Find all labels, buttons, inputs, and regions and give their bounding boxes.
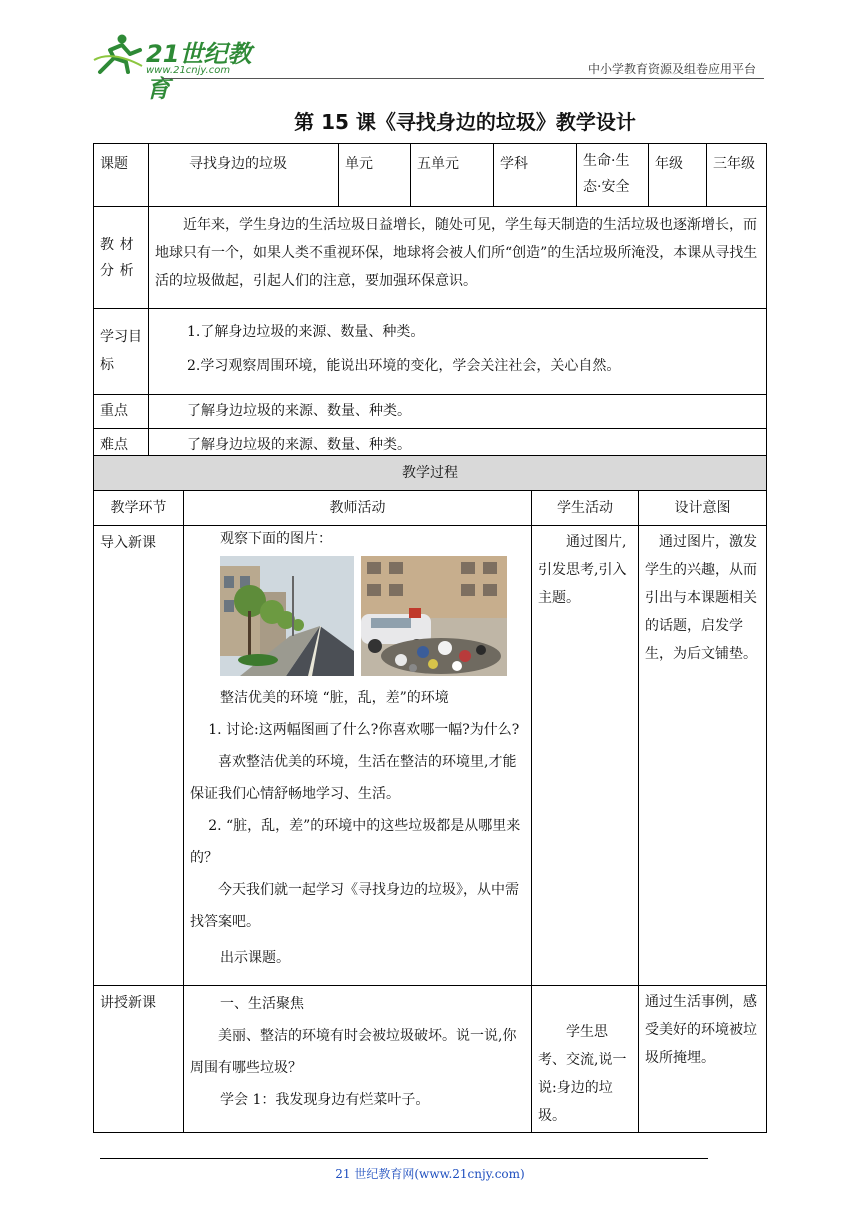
platform-label: 中小学教育资源及组卷应用平台: [587, 62, 756, 76]
teaching-process-table: [93, 455, 767, 1133]
show-topic-text: 出示课题。: [220, 950, 290, 966]
table-row: [94, 456, 767, 491]
key-text: 了解身边垃圾的来源、数量、种类。: [149, 395, 767, 429]
course-label: 课题: [94, 144, 149, 207]
header-divider: [162, 78, 764, 79]
document-title: 第 15 课《寻找身边的垃圾》教学设计: [294, 110, 636, 134]
col-stage-header: 教学环节: [94, 491, 184, 526]
process-heading: 教学过程: [94, 456, 767, 491]
photo-caption: 整洁优美的环境 “脏，乱，差”的环境: [220, 690, 449, 706]
brand-logo: [92, 32, 262, 103]
unit-value: 五单元: [411, 144, 494, 207]
footer-divider: [100, 1158, 708, 1159]
col-teacher-header: 教师活动: [184, 491, 532, 526]
course-value: 寻找身边的垃圾: [149, 144, 339, 207]
col-intent-header: 设计意图: [639, 491, 767, 526]
stage-cell: 讲授新课: [94, 986, 184, 1133]
table-row: [94, 207, 767, 309]
dirty-street-photo: [361, 556, 507, 676]
subject-label: 学科: [494, 144, 577, 207]
teacher-activity-cell: [184, 526, 532, 986]
question-1: 1. 讨论:这两幅图画了什么?你喜欢哪一幅?为什么?: [208, 722, 520, 738]
stage-cell: 导入新课: [94, 526, 184, 986]
runner-icon: [92, 32, 146, 76]
goal-item: 1.了解身边垃圾的来源、数量、种类。: [187, 324, 425, 340]
goal-list: [149, 309, 767, 395]
clean-street-photo: [220, 556, 354, 676]
logo-url: www.21cnjy.com: [146, 65, 231, 76]
footer-link[interactable]: 21 世纪教育网(www.21cnjy.com): [335, 1167, 525, 1181]
teacher-activity-cell: [184, 986, 532, 1133]
section-heading: 一、生活聚焦: [220, 996, 304, 1012]
intro-text: 今天我们就一起学习《寻找身边的垃圾》，从中需找答案吧。: [190, 882, 519, 930]
key-label: 重点: [94, 395, 149, 429]
question-2: 2. “脏，乱，差”的环境中的这些垃圾都是从哪里来的？: [190, 818, 521, 866]
answer-1: 喜欢整洁优美的环境，生活在整洁的环境里,才能保证我们心情舒畅地学习、生活。: [190, 754, 517, 802]
intent-cell: 通过生活事例，感受美好的环境被垃圾所掩埋。: [639, 986, 767, 1133]
student-activity-cell: 通过图片,引发思考,引入主题。: [532, 526, 639, 986]
difficulty-label: 难点: [94, 429, 149, 463]
table-row: [94, 986, 767, 1133]
page-header: [92, 30, 764, 103]
lesson-info-table: [93, 143, 767, 463]
table-row: [94, 395, 767, 429]
material-label: 教材分析: [94, 207, 149, 309]
material-text: 近年来，学生身边的生活垃圾日益增长，随处可见，学生每天制造的生活垃圾也逐渐增长，而地球只有一个，如果人类不重视环保，地球将会被人们所“创造”的生活垃圾所淹没，本课从寻找生活的垃圾做起，引起人们的注意，要加强环保意识。: [149, 207, 767, 309]
student-activity-cell: 学生思考、交流,说一说:身边的垃圾。: [532, 986, 639, 1133]
table-row: [94, 491, 767, 526]
unit-label: 单元: [339, 144, 411, 207]
photo-row: [190, 556, 525, 676]
logo-text: 21世纪教育: [146, 40, 252, 103]
goal-label: 学习目标: [94, 309, 149, 395]
intent-cell: 通过图片，激发学生的兴趣，从而引出与本课题相关的话题，启发学生，为后文铺垫。: [639, 526, 767, 986]
difficulty-text: 了解身边垃圾的来源、数量、种类。: [149, 429, 767, 463]
grade-label: 年级: [649, 144, 707, 207]
grade-value: 三年级: [707, 144, 767, 207]
table-row: [94, 526, 767, 986]
subject-value: 生命·生态·安全: [577, 144, 649, 207]
col-student-header: 学生活动: [532, 491, 639, 526]
observe-text: 观察下面的图片：: [220, 531, 332, 547]
table-row: [94, 309, 767, 395]
paragraph: 美丽、整洁的环境有时会被垃圾破坏。说一说,你周围有哪些垃圾？: [190, 1028, 517, 1076]
goal-item: 2.学习观察周围环境，能说出环境的变化，学会关注社会，关心自然。: [187, 358, 621, 374]
table-row: [94, 144, 767, 207]
paragraph: 学会 1：我发现身边有烂菜叶子。: [220, 1092, 430, 1108]
